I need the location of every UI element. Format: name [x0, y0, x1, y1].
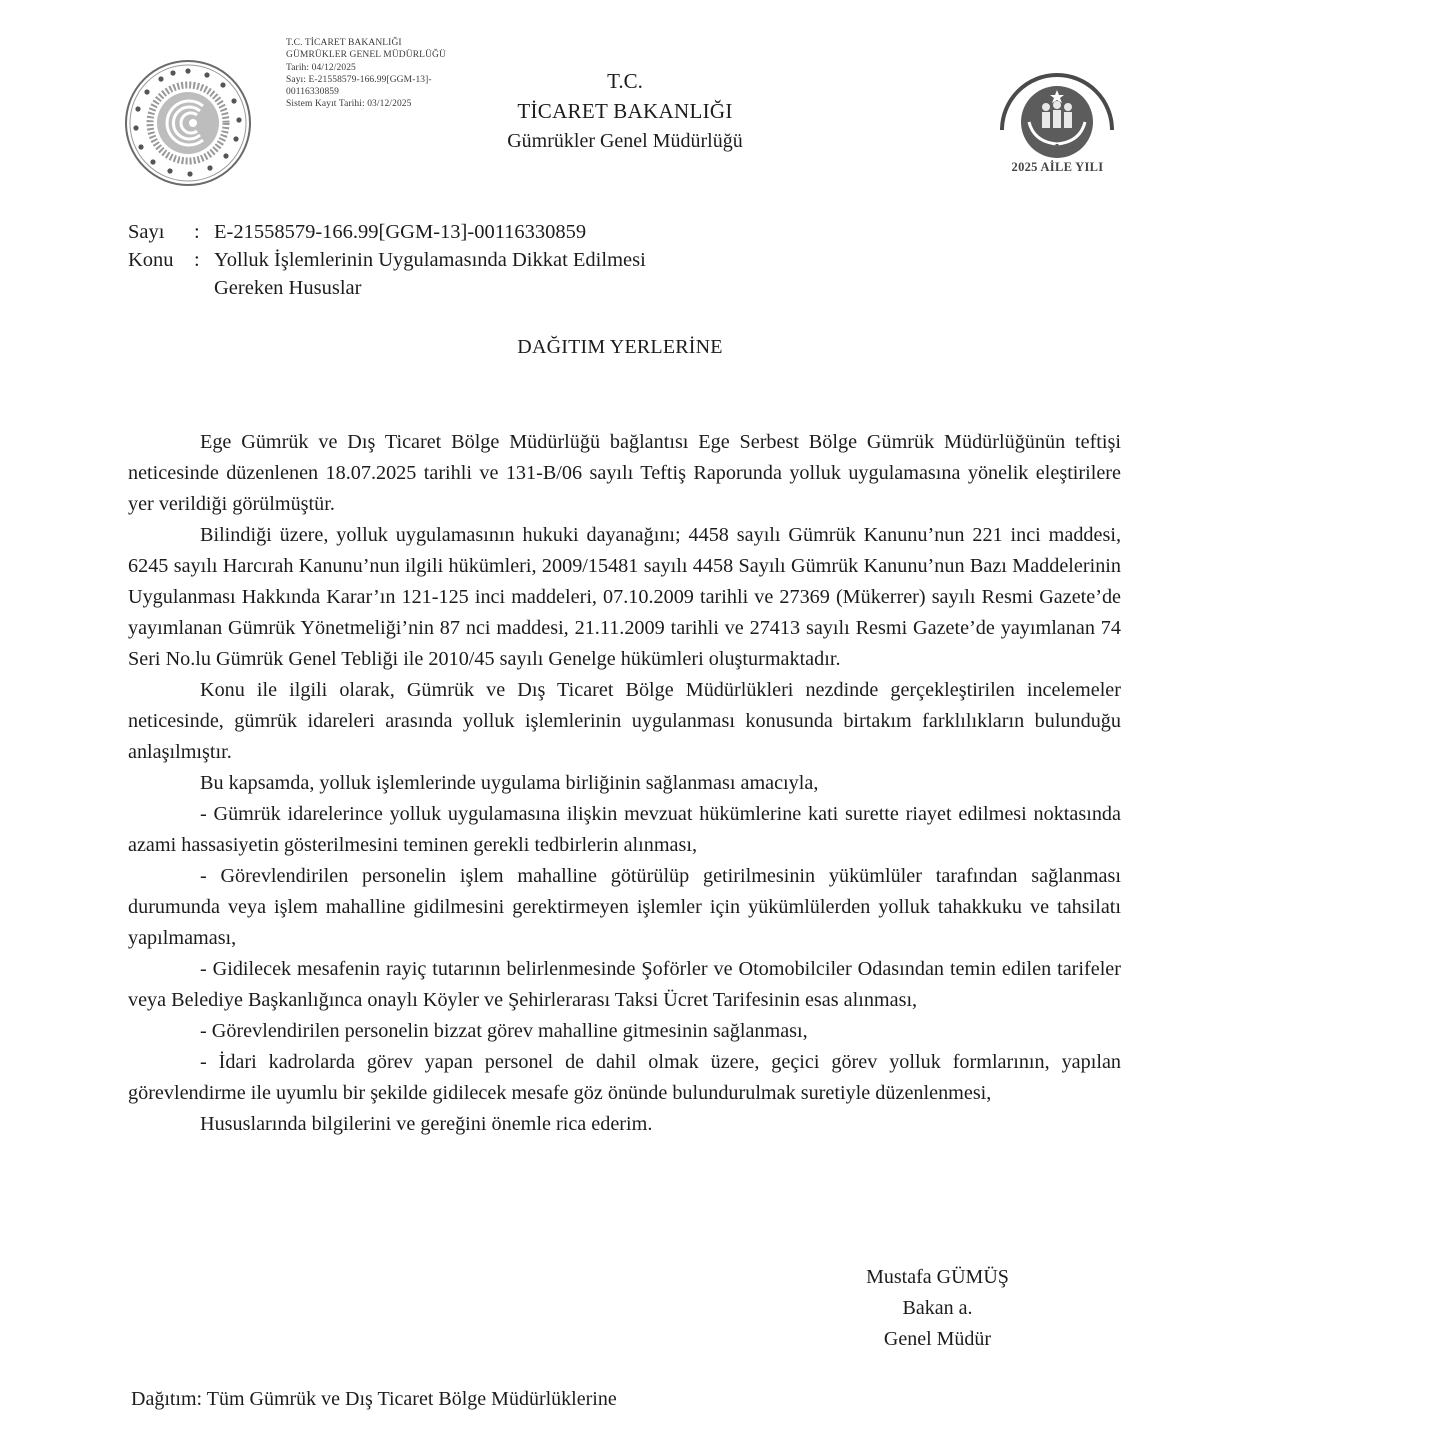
header-department: Gümrükler Genel Müdürlüğü: [507, 130, 743, 152]
stamp-department: GÜMRÜKLER GENEL MÜDÜRLÜĞÜ: [286, 50, 446, 61]
document-meta: [128, 218, 774, 302]
closing-paragraph: Hususlarında bilgilerini ve gereğini önemle rica ederim.: [200, 1113, 653, 1135]
stamp-date: Tarih: 04/12/2025: [286, 62, 356, 73]
electronic-stamp: [286, 37, 446, 111]
signatory-title: Genel Müdür: [883, 1328, 992, 1350]
paragraph: Bilindiği üzere, yolluk uygulamasının hukuki dayanağını; 4458 sayılı Gümrük Kanunu’nun 221 inci maddesi, 6245 sayılı Harcırah Kanunu’nun ilgili hükümleri, 2009/15481 sayılı 4458 Sayılı Gümrük Kanunu’nun Bazı Maddelerinin Uygulanması Hakkında Karar’ın 121-125 inci maddeleri, 07.10.2009 tarihli ve 27369 (Mükerrer) sayılı Resmi Gazete’de yayımlanan Gümrük Yönetmeliği’nin 87 nci maddesi, 21.11.2009 tarihli ve 27413 sayılı Resmi Gazete’de yayımlanan 74 Seri No.lu Gümrük Genel Tebliği ile 2010/45 sayılı Genelge hükümleri oluşturmaktadır.: [128, 524, 1121, 670]
ministry-seal-icon: [123, 58, 253, 188]
list-item: - İdari kadrolarda görev yapan personel de dahil olmak üzere, geçici görev yolluk formlarının, yapılan görevlendirme ile uyumlu bir şekilde gidilecek mesafe göz önünde bulundurulmak suretiyle düzenlenmesi,: [128, 1051, 1121, 1104]
family-year-label: 2025 AİLE YILI: [1011, 160, 1104, 174]
number-value: E-21558579-166.99[GGM-13]-00116330859: [214, 221, 587, 243]
subject-label: Konu: [128, 249, 174, 271]
signatory-on-behalf: Bakan a.: [902, 1297, 973, 1319]
list-item: - Görevlendirilen personelin işlem mahalline götürülüp getirilmesinin yükümlüler tarafından sağlanması durumunda veya işlem mahalline gidilmesini gerektirmeyen işlemler için yükümlülerden yolluk tahakkuku ve tahsilatı yapılmaması,: [128, 865, 1121, 949]
stamp-ministry: T.C. TİCARET BAKANLIĞI: [286, 38, 402, 48]
stamp-system-date: Sistem Kayıt Tarihi: 03/12/2025: [286, 99, 412, 110]
header-tc: T.C.: [607, 69, 643, 93]
subject-row: [128, 246, 774, 302]
distribution-line: Dağıtım: Tüm Gümrük ve Dış Ticaret Bölge Müdürlüklerine: [131, 1388, 617, 1410]
letter-body: [128, 427, 1121, 1140]
list-item: - Görevlendirilen personelin bizzat görev mahalline gitmesinin sağlanması,: [200, 1020, 808, 1042]
subject-line-2: Gereken Hususlar: [214, 277, 362, 299]
number-colon: :: [194, 221, 200, 243]
subject-colon: :: [194, 249, 200, 271]
subject-line-1: Yolluk İşlemlerinin Uygulamasında Dikkat Edilmesi: [214, 249, 646, 271]
signatory-name: Mustafa GÜMÜŞ: [866, 1266, 1009, 1288]
paragraph: Ege Gümrük ve Dış Ticaret Bölge Müdürlüğü bağlantısı Ege Serbest Bölge Gümrük Müdürlüğünün teftişi neticesinde düzenlenen 18.07.2025 tarihli ve 131-B/06 sayılı Teftiş Raporunda yolluk uygulamasına yönelik eleştirilere yer verildiği görülmüştür.: [128, 431, 1121, 515]
stamp-number-cont: 00116330859: [286, 87, 339, 98]
paragraph: Bu kapsamda, yolluk işlemlerinde uygulama birliğinin sağlanması amacıyla,: [200, 772, 819, 794]
number-label: Sayı: [128, 221, 165, 243]
paragraph: Konu ile ilgili olarak, Gümrük ve Dış Ticaret Bölge Müdürlükleri nezdinde gerçekleştirilen incelemeler neticesinde, gümrük idareleri arasında yolluk işlemlerinin uygulanması konusunda birtakım farklılıkların bulunduğu anlaşılmıştır.: [128, 679, 1121, 763]
subject-value: [214, 246, 774, 302]
signature-block: [820, 1262, 1055, 1355]
addressee-heading: DAĞITIM YERLERİNE: [517, 336, 723, 358]
list-item: - Gidilecek mesafenin rayiç tutarının belirlenmesinde Şoförler ve Otomobilciler Odasından temin edilen tarifeler veya Belediye Başkanlığınca onaylı Köyler ve Şehirlerarası Taksi Ücret Tarifesinin esas alınması,: [128, 958, 1121, 1011]
family-year-emblem-icon: [994, 60, 1120, 160]
letterhead: [460, 66, 790, 157]
header-ministry: TİCARET BAKANLIĞI: [517, 99, 733, 123]
list-item: - Gümrük idarelerince yolluk uygulamasına ilişkin mevzuat hükümlerine kati surette riayet edilmesi noktasında azami hassasiyetin gösterilmesini teminen gerekli tedbirlerin alınması,: [128, 803, 1121, 856]
number-row: [128, 218, 774, 246]
stamp-number: Sayı: E-21558579-166.99[GGM-13]-: [286, 74, 432, 85]
